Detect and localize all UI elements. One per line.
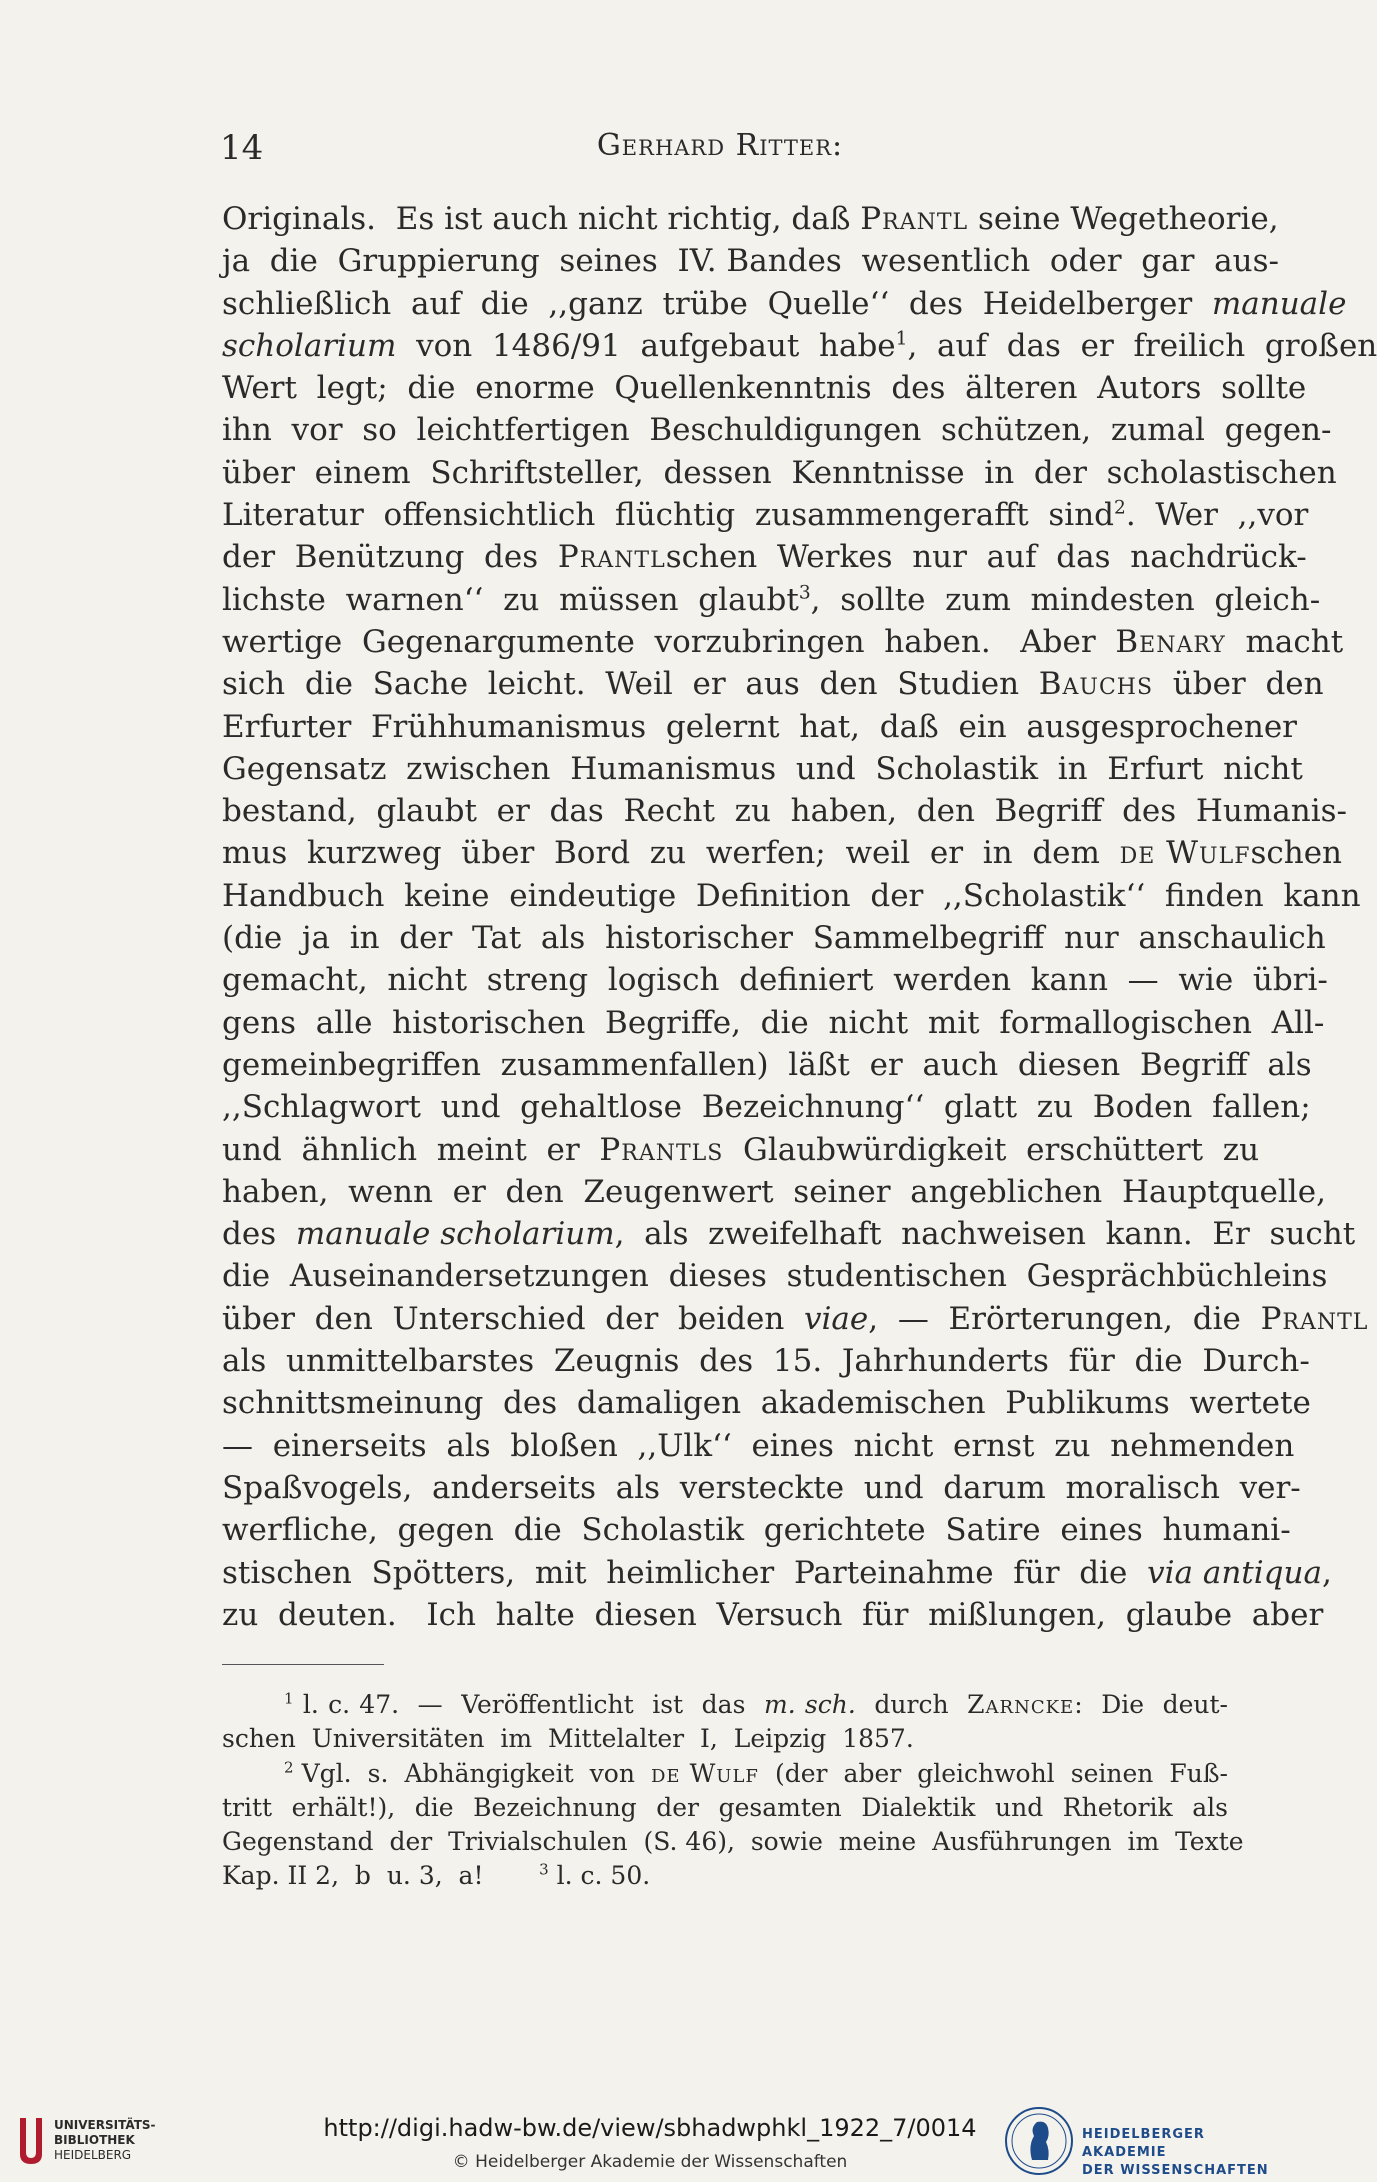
text-line bbox=[222, 1129, 1260, 1171]
academy-seal-icon bbox=[1004, 2106, 1074, 2176]
footnote-line bbox=[222, 1688, 1228, 1722]
text-run: und ähnlich meint er bbox=[222, 1131, 600, 1168]
text-run: gens alle historischen Begriffe, die nicht mit formallogischen All- bbox=[222, 1004, 1325, 1041]
text-run: macht bbox=[1225, 623, 1344, 660]
text-run: seine Wegetheorie, bbox=[968, 201, 1279, 237]
text-line bbox=[222, 790, 1348, 832]
text-line bbox=[222, 748, 1303, 790]
text-line bbox=[222, 1552, 1332, 1594]
text-run: Handbuch keine eindeutige Definition der ,,Scholastik‘‘ finden kann bbox=[222, 877, 1361, 914]
text-line bbox=[222, 240, 1279, 282]
small-caps-name: de Wulf bbox=[1119, 835, 1251, 872]
text-run: l. c. 47. — Veröffentlicht ist das bbox=[293, 1690, 764, 1719]
text-line bbox=[222, 283, 1347, 325]
text-run: werfliche, gegen die Scholastik gerichtete Satire eines humani- bbox=[222, 1512, 1291, 1549]
text-run: mus kurzweg über Bord zu werfen; weil er in dem bbox=[222, 835, 1120, 872]
page-footer bbox=[0, 2102, 1300, 2182]
text-line bbox=[222, 367, 1307, 409]
text-line bbox=[222, 1425, 1295, 1467]
text-run: ihn vor so leichtfertigen Beschuldigungen schützen, zumal gegen- bbox=[222, 412, 1332, 449]
text-line bbox=[222, 1340, 1310, 1382]
text-line bbox=[222, 1382, 1311, 1424]
text-line bbox=[222, 198, 1279, 240]
text-line bbox=[222, 452, 1337, 494]
copyright-notice: © Heidelberger Akademie der Wissenschaften bbox=[452, 2152, 848, 2172]
text-run: ,,Schlagwort und gehaltlose Bezeichnung‘‘ glatt zu Boden fallen; bbox=[222, 1089, 1311, 1126]
text-run: Erfurter Frühhumanismus gelernt hat, daß ein ausgesprochener bbox=[222, 708, 1297, 745]
source-url-link[interactable]: http://digi.hadw-bw.de/view/sbhadwphkl_1922_7/0014 bbox=[323, 2114, 977, 2142]
text-run: haben, wenn er den Zeugenwert seiner angeblichen Hauptquelle, bbox=[222, 1173, 1326, 1210]
text-run: ja die Gruppierung seines IV. Bandes wesentlich oder gar aus- bbox=[222, 243, 1279, 280]
text-run: schließlich auf die ,,ganz trübe Quelle‘‘ des Heidelberger bbox=[222, 285, 1212, 322]
footnote-line bbox=[222, 1791, 1228, 1825]
text-line bbox=[222, 1467, 1301, 1509]
small-caps-name: Benary bbox=[1115, 623, 1226, 660]
text-run: des bbox=[222, 1216, 296, 1253]
running-head: Gerhard Ritter: bbox=[596, 128, 844, 163]
library-logo-text: UNIVERSITÄTS- BIBLIOTHEK HEIDELBERG bbox=[54, 2118, 156, 2162]
text-line bbox=[222, 494, 1309, 536]
small-caps-name: Prantls bbox=[599, 1131, 724, 1168]
text-run: Vgl. s. Abhängigkeit von bbox=[293, 1758, 651, 1788]
text-run: sich die Sache leicht. Weil er aus den Studien bbox=[222, 666, 1039, 703]
italic-text: via antiqua bbox=[1147, 1554, 1322, 1591]
text-run: von 1486/91 aufgebaut habe bbox=[396, 327, 896, 364]
text-run: schen Universitäten im Mittelalter I, Leipzig 1857. bbox=[222, 1724, 914, 1754]
small-caps-name: Prantl bbox=[557, 539, 666, 576]
text-line bbox=[222, 409, 1332, 451]
text-line bbox=[222, 1213, 1356, 1255]
italic-text: m. sch. bbox=[763, 1690, 856, 1719]
academy-logo[interactable] bbox=[1000, 2106, 1290, 2178]
footnote-marker: 1 bbox=[895, 328, 908, 350]
text-line bbox=[222, 706, 1297, 748]
text-run: stischen Spötters, mit heimlicher Parteinahme für die bbox=[222, 1554, 1148, 1591]
text-line bbox=[222, 1509, 1291, 1551]
text-line bbox=[222, 663, 1324, 705]
text-line bbox=[222, 1255, 1328, 1297]
footnote-marker: 2 bbox=[284, 1758, 294, 1777]
footnote-marker: 3 bbox=[798, 582, 811, 604]
text-line bbox=[222, 1298, 1369, 1340]
text-line bbox=[222, 1002, 1325, 1044]
text-run: , sollte zum mindesten gleich- bbox=[810, 581, 1321, 618]
text-run: , auf das er freilich großen bbox=[907, 327, 1377, 364]
text-run: schnittsmeinung des damaligen akademischen Publikums wertete bbox=[222, 1385, 1311, 1422]
text-run: zu deuten. Ich halte diesen Versuch für mißlungen, glaube aber bbox=[222, 1596, 1324, 1633]
body-text bbox=[222, 198, 1377, 1636]
text-run: (der aber gleichwohl seinen Fuß- bbox=[758, 1758, 1229, 1788]
text-run: tritt erhält!), die Bezeichnung der gesamten Dialektik und Rhetorik als bbox=[222, 1792, 1228, 1822]
footnote-marker: 1 bbox=[284, 1689, 294, 1708]
footnote-line bbox=[222, 1859, 1228, 1893]
footnote-marker: 3 bbox=[539, 1861, 549, 1880]
text-line bbox=[222, 1594, 1324, 1636]
text-line bbox=[222, 959, 1328, 1001]
text-run: über den bbox=[1153, 666, 1324, 703]
text-run: gemeinbegriffen zusammenfallen) läßt er auch diesen Begriff als bbox=[222, 1046, 1312, 1083]
footnote-marker: 2 bbox=[1114, 497, 1126, 519]
text-run: bestand, glaubt er das Recht zu haben, den Begriff des Humanis- bbox=[222, 793, 1348, 830]
text-run: schen bbox=[1250, 835, 1343, 872]
text-run: Wert legt; die enorme Quellenkenntnis des älteren Autors sollte bbox=[222, 370, 1307, 407]
text-run: die Auseinandersetzungen dieses studentischen Gesprächbüchleins bbox=[222, 1258, 1328, 1295]
academy-logo-text: HEIDELBERGER AKADEMIE DER WISSENSCHAFTEN bbox=[1082, 2127, 1269, 2178]
text-line bbox=[222, 917, 1326, 959]
text-run: , als zweifelhaft nachweisen kann. Er sucht bbox=[614, 1216, 1356, 1253]
text-run: Gegenstand der Trivialschulen (S. 46), sowie meine Ausführungen im Texte bbox=[222, 1827, 1244, 1857]
text-run: Literatur offensichtlich flüchtig zusammengerafft sind bbox=[222, 497, 1115, 534]
text-run: gemacht, nicht streng logisch definiert werden kann — wie übri- bbox=[222, 962, 1328, 999]
text-run: (die ja in der Tat als historischer Sammelbegriff nur anschaulich bbox=[222, 920, 1326, 957]
small-caps-name: Zarncke bbox=[967, 1690, 1075, 1719]
footnotes bbox=[222, 1688, 1244, 1894]
text-run: über einem Schriftsteller, dessen Kenntnisse in der scholastischen bbox=[222, 454, 1337, 491]
text-run: als unmittelbarstes Zeugnis des 15. Jahrhunderts für die Durch- bbox=[222, 1343, 1310, 1380]
text-run: — einerseits als bloßen ,,Ulk‘‘ eines nicht ernst zu nehmenden bbox=[222, 1427, 1295, 1464]
text-line bbox=[222, 1044, 1312, 1086]
text-run: durch bbox=[855, 1690, 968, 1719]
small-caps-name: Prantl bbox=[1260, 1300, 1369, 1337]
text-run: . Wer ,,vor bbox=[1125, 497, 1309, 534]
text-run: : Die deut- bbox=[1074, 1690, 1228, 1719]
text-run: Glaubwürdigkeit erschüttert zu bbox=[723, 1131, 1260, 1168]
page-number: 14 bbox=[220, 128, 264, 168]
text-line bbox=[222, 875, 1361, 917]
text-run: lichste warnen‘‘ zu müssen glaubt bbox=[222, 581, 799, 618]
text-run: Gegensatz zwischen Humanismus und Scholastik in Erfurt nicht bbox=[222, 750, 1303, 787]
small-caps-name: Prantl bbox=[860, 201, 969, 237]
small-caps-name: Bauchs bbox=[1038, 666, 1154, 703]
footnote-line bbox=[222, 1757, 1228, 1791]
footnote-line bbox=[222, 1722, 1228, 1756]
text-run: , — Erörterungen, die bbox=[868, 1300, 1261, 1337]
page-header bbox=[220, 128, 1220, 178]
text-run: , bbox=[1321, 1554, 1332, 1591]
text-line bbox=[222, 325, 1377, 367]
italic-text: scholarium bbox=[222, 327, 397, 364]
text-run: Originals. Es ist auch nicht richtig, daß bbox=[222, 201, 861, 237]
italic-text: viae bbox=[804, 1300, 869, 1337]
small-caps-name: de Wulf bbox=[651, 1758, 759, 1788]
text-run: Kap. II 2, b u. 3, a! bbox=[222, 1861, 540, 1891]
text-run: l. c. 50. bbox=[548, 1861, 651, 1891]
text-line bbox=[222, 1171, 1326, 1213]
text-line bbox=[222, 832, 1343, 874]
text-line bbox=[222, 1086, 1311, 1128]
text-run: wertige Gegenargumente vorzubringen haben. Aber bbox=[222, 623, 1116, 660]
footnote-rule bbox=[222, 1664, 384, 1665]
text-run: über den Unterschied der beiden bbox=[222, 1300, 804, 1337]
text-run: Spaßvogels, anderseits als versteckte und darum moralisch ver- bbox=[222, 1469, 1301, 1506]
footnote-line bbox=[222, 1825, 1244, 1859]
text-run: schen Werkes nur auf das nachdrück- bbox=[665, 539, 1307, 576]
italic-text: manuale bbox=[1211, 285, 1347, 322]
italic-text: manuale scholarium bbox=[295, 1216, 615, 1253]
text-line bbox=[222, 536, 1307, 578]
text-line bbox=[222, 621, 1344, 663]
text-line bbox=[222, 579, 1321, 621]
text-run: der Benützung des bbox=[222, 539, 558, 576]
